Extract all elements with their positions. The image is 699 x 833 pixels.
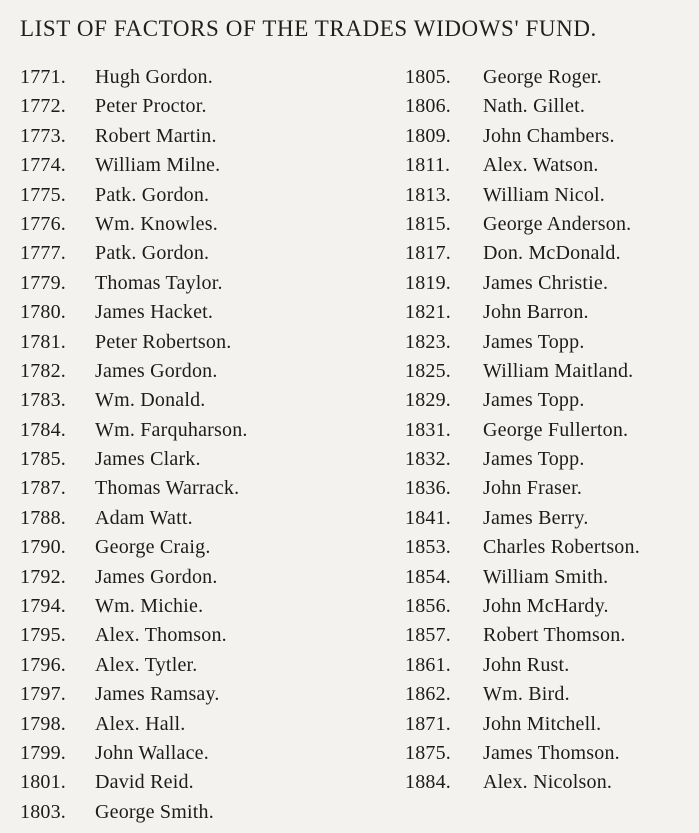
factor-entry bbox=[405, 416, 697, 445]
factor-name: Wm. Knowles. bbox=[95, 212, 218, 235]
factor-entry bbox=[20, 386, 380, 415]
factor-name: Wm. Farquharson. bbox=[95, 418, 248, 441]
factor-year: 1785. bbox=[20, 448, 66, 471]
factor-entry bbox=[405, 239, 697, 268]
factor-year: 1783. bbox=[20, 389, 66, 412]
factor-entry bbox=[20, 328, 380, 357]
factor-name: George Craig. bbox=[95, 536, 211, 559]
factor-year: 1803. bbox=[20, 800, 66, 823]
factor-name: William Nicol. bbox=[483, 183, 605, 206]
factor-name: Nath. Gillet. bbox=[483, 95, 586, 118]
factor-name: John Chambers. bbox=[483, 124, 615, 147]
factor-year: 1829. bbox=[405, 389, 451, 412]
factor-entry bbox=[20, 416, 380, 445]
factor-year: 1805. bbox=[405, 66, 451, 88]
factor-year: 1779. bbox=[20, 271, 66, 294]
factor-year: 1854. bbox=[405, 565, 451, 588]
factor-name: John Wallace. bbox=[95, 741, 209, 764]
factor-year: 1861. bbox=[405, 653, 451, 676]
factor-entry bbox=[20, 474, 380, 503]
factor-entry bbox=[405, 445, 697, 474]
factor-year: 1832. bbox=[405, 448, 451, 471]
factor-name: John Rust. bbox=[483, 653, 570, 676]
factor-name: Charles Robertson. bbox=[483, 536, 640, 559]
factor-year: 1790. bbox=[20, 536, 66, 559]
factor-name: David Reid. bbox=[95, 771, 194, 794]
factor-year: 1781. bbox=[20, 330, 66, 353]
factor-entry bbox=[405, 680, 697, 709]
factor-entry bbox=[405, 768, 697, 797]
factor-name: Alex. Tytler. bbox=[95, 653, 198, 676]
factor-entry bbox=[405, 533, 697, 562]
factor-year: 1799. bbox=[20, 741, 66, 764]
factor-name: Alex. Hall. bbox=[95, 712, 186, 735]
factor-name: John Mitchell. bbox=[483, 712, 602, 735]
factor-entry bbox=[405, 563, 697, 592]
factor-year: 1825. bbox=[405, 359, 451, 382]
factor-entry bbox=[405, 592, 697, 621]
factor-year: 1773. bbox=[20, 124, 66, 147]
factor-entry bbox=[405, 181, 697, 210]
factor-name: Hugh Gordon. bbox=[95, 66, 213, 88]
factor-entry bbox=[20, 592, 380, 621]
factor-name: James Hacket. bbox=[95, 301, 214, 324]
factor-name: George Anderson. bbox=[483, 212, 632, 235]
factor-entry bbox=[20, 122, 380, 151]
factor-year: 1819. bbox=[405, 271, 451, 294]
factor-entry bbox=[20, 151, 380, 180]
factor-name: Alex. Thomson. bbox=[95, 624, 227, 647]
factor-name: James Christie. bbox=[483, 271, 609, 294]
factor-entry bbox=[20, 92, 380, 121]
factor-year: 1836. bbox=[405, 477, 451, 500]
page-title: LIST OF FACTORS OF THE TRADES WIDOWS' FUND. bbox=[20, 16, 597, 41]
factor-year: 1823. bbox=[405, 330, 451, 353]
factor-entry bbox=[405, 739, 697, 768]
factor-entry bbox=[405, 122, 697, 151]
factor-entry bbox=[405, 621, 697, 650]
factor-year: 1813. bbox=[405, 183, 451, 206]
factor-year: 1871. bbox=[405, 712, 451, 735]
factor-name: James Gordon. bbox=[95, 359, 218, 382]
factor-year: 1776. bbox=[20, 212, 66, 235]
factor-entry bbox=[20, 798, 380, 827]
factor-name: Robert Martin. bbox=[95, 124, 217, 147]
factor-year: 1777. bbox=[20, 242, 66, 265]
factor-entry bbox=[405, 328, 697, 357]
factor-name: John McHardy. bbox=[483, 595, 609, 618]
factor-year: 1774. bbox=[20, 154, 66, 177]
factor-year: 1841. bbox=[405, 506, 451, 529]
factor-year: 1809. bbox=[405, 124, 451, 147]
factor-name: Wm. Michie. bbox=[95, 595, 204, 618]
factor-year: 1775. bbox=[20, 183, 66, 206]
factor-year: 1801. bbox=[20, 771, 66, 794]
factor-entry bbox=[405, 474, 697, 503]
factor-name: James Clark. bbox=[95, 448, 201, 471]
factor-year: 1795. bbox=[20, 624, 66, 647]
factor-year: 1782. bbox=[20, 359, 66, 382]
factor-name: Thomas Warrack. bbox=[95, 477, 240, 500]
factor-year: 1794. bbox=[20, 595, 66, 618]
factor-year: 1853. bbox=[405, 536, 451, 559]
factor-entry bbox=[405, 710, 697, 739]
factor-year: 1806. bbox=[405, 95, 451, 118]
factor-year: 1875. bbox=[405, 741, 451, 764]
factor-name: Don. McDonald. bbox=[483, 242, 621, 265]
factor-entry bbox=[405, 298, 697, 327]
factor-name: George Fullerton. bbox=[483, 418, 629, 441]
factor-year: 1815. bbox=[405, 212, 451, 235]
factor-entry bbox=[20, 680, 380, 709]
factor-name: John Fraser. bbox=[483, 477, 583, 500]
factor-entry bbox=[405, 151, 697, 180]
factor-entry bbox=[20, 563, 380, 592]
factor-entry bbox=[20, 210, 380, 239]
factor-entry bbox=[405, 651, 697, 680]
factor-name: James Topp. bbox=[483, 389, 585, 412]
factor-year: 1884. bbox=[405, 771, 451, 794]
factor-name: James Ramsay. bbox=[95, 683, 220, 706]
factor-entry bbox=[405, 269, 697, 298]
factor-year: 1856. bbox=[405, 595, 451, 618]
factor-entry bbox=[20, 357, 380, 386]
factor-entry bbox=[20, 768, 380, 797]
factor-entry bbox=[20, 710, 380, 739]
factor-year: 1797. bbox=[20, 683, 66, 706]
factor-name: Thomas Taylor. bbox=[95, 271, 223, 294]
factor-name: Patk. Gordon. bbox=[95, 242, 210, 265]
factor-name: James Thomson. bbox=[483, 741, 620, 764]
factor-name: William Maitland. bbox=[483, 359, 634, 382]
factor-name: Robert Thomson. bbox=[483, 624, 626, 647]
factor-year: 1831. bbox=[405, 418, 451, 441]
factor-name: Adam Watt. bbox=[95, 506, 193, 529]
factor-year: 1771. bbox=[20, 66, 66, 88]
factor-entry bbox=[405, 92, 697, 121]
factor-year: 1811. bbox=[405, 154, 451, 177]
factor-entry bbox=[20, 239, 380, 268]
factor-entry bbox=[405, 504, 697, 533]
factor-year: 1792. bbox=[20, 565, 66, 588]
factor-entry bbox=[405, 210, 697, 239]
factor-entry bbox=[20, 269, 380, 298]
factor-name: Alex. Nicolson. bbox=[483, 771, 613, 794]
factor-name: Wm. Bird. bbox=[483, 683, 570, 706]
factor-entry bbox=[20, 651, 380, 680]
factor-year: 1817. bbox=[405, 242, 451, 265]
factor-name: George Smith. bbox=[95, 800, 214, 823]
factor-name: James Berry. bbox=[483, 506, 589, 529]
factor-name: John Barron. bbox=[483, 301, 589, 324]
factor-name: James Topp. bbox=[483, 330, 585, 353]
factor-entry bbox=[20, 63, 380, 92]
factor-year: 1772. bbox=[20, 95, 66, 118]
factor-entry bbox=[405, 357, 697, 386]
factor-year: 1821. bbox=[405, 301, 451, 324]
factor-name: Patk. Gordon. bbox=[95, 183, 210, 206]
factors-list-left bbox=[20, 63, 380, 827]
factor-entry bbox=[20, 533, 380, 562]
factor-year: 1857. bbox=[405, 624, 451, 647]
factor-year: 1796. bbox=[20, 653, 66, 676]
factors-list-right bbox=[405, 63, 697, 798]
factor-year: 1788. bbox=[20, 506, 66, 529]
factor-name: James Gordon. bbox=[95, 565, 218, 588]
factor-name: James Topp. bbox=[483, 448, 585, 471]
factor-name: Wm. Donald. bbox=[95, 389, 206, 412]
factor-name: George Roger. bbox=[483, 66, 602, 88]
factor-year: 1862. bbox=[405, 683, 451, 706]
factor-name: Peter Proctor. bbox=[95, 95, 207, 118]
factor-entry bbox=[20, 445, 380, 474]
factor-entry bbox=[20, 739, 380, 768]
factor-name: Alex. Watson. bbox=[483, 154, 599, 177]
factor-entry bbox=[20, 504, 380, 533]
factor-year: 1780. bbox=[20, 301, 66, 324]
factor-year: 1787. bbox=[20, 477, 66, 500]
factor-name: William Milne. bbox=[95, 154, 221, 177]
factor-name: Peter Robertson. bbox=[95, 330, 232, 353]
factor-name: William Smith. bbox=[483, 565, 609, 588]
factor-year: 1784. bbox=[20, 418, 66, 441]
factor-entry bbox=[20, 298, 380, 327]
factor-entry bbox=[405, 386, 697, 415]
factor-entry bbox=[20, 181, 380, 210]
factor-entry bbox=[405, 63, 697, 92]
factor-year: 1798. bbox=[20, 712, 66, 735]
factor-entry bbox=[20, 621, 380, 650]
